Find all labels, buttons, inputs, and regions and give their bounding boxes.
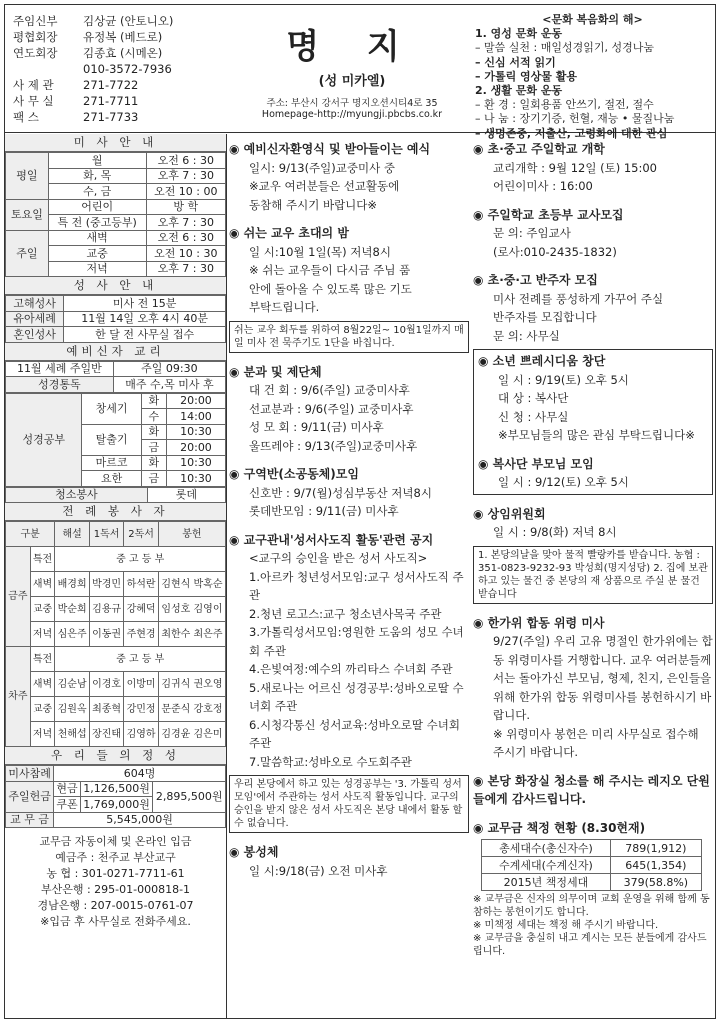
notice-line: 4.은빛여정:예수의 까리타스 수녀회 주관 bbox=[249, 662, 453, 676]
bank-line: 경남은행 : 207-0015-0761-07 bbox=[37, 899, 194, 912]
table-cell: 이경호 bbox=[89, 672, 123, 697]
bulletin-page bbox=[4, 4, 716, 1019]
notice-line: 일 시 : 9/12(토) 오후 5시 bbox=[498, 475, 629, 489]
notice-line: 롯데반모임 : 9/11(금) 미사후 bbox=[249, 504, 399, 518]
table-cell: 오후 7 : 30 bbox=[146, 168, 225, 184]
notice-line: 동참해 주시기 바랍니다※ bbox=[249, 197, 378, 212]
bank-line: 농 협 : 301-0271-7711-61 bbox=[46, 867, 185, 880]
table-cell: 645(1,354) bbox=[610, 857, 701, 874]
contact-list bbox=[13, 13, 223, 125]
notice-line: 선교분과 : 9/6(주일) 교중미사후 bbox=[249, 401, 414, 416]
section-title: 예비신자 교리 bbox=[5, 343, 226, 361]
table-cell: 2독서 bbox=[124, 522, 158, 547]
table-cell: 5,545,000원 bbox=[54, 812, 226, 828]
table-cell: 789(1,912) bbox=[610, 840, 701, 857]
notice-box: 쉬는 교우 회두를 위하여 8월22일~ 10월1일까지 매일 미사 전 묵주기도 1단을 바칩니다. bbox=[229, 321, 469, 353]
notice-line: ※교우 여러분들은 선교활동에 bbox=[249, 179, 400, 193]
contact-value: 김상균 (안토니오) bbox=[83, 14, 174, 28]
notice-line: 7.말씀학교:성바오로 수도회주관 bbox=[249, 754, 412, 769]
bank-line: 예금주 : 천주교 부산교구 bbox=[55, 851, 176, 864]
table-cell: 평일 bbox=[6, 153, 49, 200]
table-cell: 1,126,500원 bbox=[80, 781, 153, 797]
table-cell: 교중 bbox=[48, 246, 146, 262]
contact-key: 사 제 관 bbox=[13, 78, 54, 92]
notice-line: 어린이미사 : 16:00 bbox=[493, 179, 593, 193]
notice-heading: ◉ 초·중·고 반주자 모집 bbox=[473, 273, 598, 287]
table-cell: 주일헌금 bbox=[6, 781, 54, 812]
middle-column bbox=[229, 140, 469, 880]
table-cell: 김순남 bbox=[55, 672, 89, 697]
info-table bbox=[5, 487, 226, 504]
table-cell: 최한수 최은주 bbox=[158, 622, 225, 647]
notice-line: 교리개학 : 9월 12일 (토) 15:00 bbox=[493, 160, 657, 175]
table-cell: 오후 7 : 30 bbox=[146, 215, 225, 231]
notice-line: ◉ 소년 쁘레시디움 창단 bbox=[478, 354, 606, 368]
table-cell: 미사 전 15분 bbox=[64, 296, 226, 312]
info-table bbox=[5, 393, 226, 487]
contact-key: 팩 스 bbox=[13, 110, 39, 124]
table-cell: 화 bbox=[141, 455, 166, 471]
notice-line: 일시: 9/13(주일)교중미사 중 bbox=[249, 160, 395, 175]
notice-line: 신호반 : 9/7(월)성심부동산 저녁8시 bbox=[249, 485, 432, 500]
table-cell: 구분 bbox=[6, 522, 55, 547]
notice-heading: ◉ 주일학교 초등부 교사모집 bbox=[473, 207, 624, 222]
table-cell: 새벽 bbox=[30, 572, 55, 597]
table-cell: 월 bbox=[48, 153, 146, 169]
header bbox=[5, 5, 715, 140]
table-cell: 한 달 전 사무실 접수 bbox=[64, 327, 226, 343]
notice-heading: ◉ 예비신자환영식 및 받아들이는 예식 bbox=[229, 142, 431, 156]
table-cell: 오전 6 : 30 bbox=[146, 153, 225, 169]
table-cell: 탈출기 bbox=[82, 424, 141, 455]
table-cell: 강혜덕 bbox=[124, 597, 158, 622]
table-cell: 하석란 bbox=[124, 572, 158, 597]
contact-value: 271-7711 bbox=[83, 94, 139, 108]
notice-box: 우리 본당에서 하고 있는 성경공부는 '3. 가톨릭 성서 모임'에서 주관하는 성서 사도직 활동입니다. 교구의 승인을 받지 않은 성서 사도직은 본당 내에서 활동 할 수 없습니다. bbox=[229, 775, 469, 833]
table-cell: 10:30 bbox=[166, 424, 225, 440]
table-cell: 특전 bbox=[30, 647, 55, 672]
section-title: 미 사 안 내 bbox=[5, 134, 226, 152]
table-cell: 이동권 bbox=[89, 622, 123, 647]
theme-item: 2. 생활 문화 운동 bbox=[475, 84, 563, 98]
table-cell: 쿠폰 bbox=[54, 797, 81, 813]
table-cell: 10:30 bbox=[166, 455, 225, 471]
info-table bbox=[5, 295, 226, 343]
theme-item: – 나 눔 : 장기기증, 헌혈, 재능 • 물질나눔 bbox=[475, 112, 675, 126]
table-cell: 화 bbox=[141, 393, 166, 409]
notice-heading: ◉ 본당 화장실 청소를 해 주시는 레지오 단원들에게 감사드립니다. bbox=[473, 773, 710, 806]
table-cell: 금 bbox=[141, 440, 166, 456]
table-cell: 금주 bbox=[6, 547, 31, 647]
table-cell: 차주 bbox=[6, 647, 31, 747]
notice-line: 안에 돌아올 수 있도록 많은 기도 bbox=[249, 281, 412, 296]
table-cell: 심은주 bbox=[55, 622, 89, 647]
info-table bbox=[5, 361, 226, 393]
contact-row bbox=[13, 29, 223, 45]
table-cell: 박순희 bbox=[55, 597, 89, 622]
notice-line: ※ 위령미사 봉헌은 미리 사무실로 접수해 주시기 바랍니다. bbox=[493, 726, 699, 759]
notice-heading: ◉ 쉬는 교우 초대의 밤 bbox=[229, 226, 349, 240]
notice-line: 부탁드립니다. bbox=[249, 300, 320, 314]
notice-line: 일 시:9/18(금) 오전 미사후 bbox=[249, 863, 388, 878]
section-title: 성 사 안 내 bbox=[5, 277, 226, 295]
table-cell: 주일 bbox=[6, 230, 49, 277]
contact-row bbox=[13, 93, 223, 109]
contact-key: 평협회장 bbox=[13, 30, 58, 44]
notice-line: 신 청 : 사무실 bbox=[498, 409, 569, 424]
table-cell: 토요일 bbox=[6, 199, 49, 230]
table-cell: 창세기 bbox=[82, 393, 141, 424]
table-cell: 강민정 bbox=[124, 697, 158, 722]
table-cell: 새벽 bbox=[48, 230, 146, 246]
table-cell: 1독서 bbox=[89, 522, 123, 547]
table-cell: 604명 bbox=[54, 766, 226, 782]
table-cell: 특 전 (중고등부) bbox=[48, 215, 146, 231]
notice-line: 일 시:10월 1일(목) 저녁8시 bbox=[249, 244, 391, 259]
notice-line: 대 건 회 : 9/6(주일) 교중미사후 bbox=[249, 383, 410, 397]
title-block bbox=[227, 19, 477, 120]
table-cell: 주일 09:30 bbox=[113, 361, 225, 377]
contact-key: 사 무 실 bbox=[13, 94, 54, 108]
table-cell: 천해섭 bbox=[55, 722, 89, 747]
notice-line: ※부모님들의 많은 관심 부탁드립니다※ bbox=[498, 428, 695, 442]
section-title: 우 리 들 의 정 성 bbox=[5, 747, 226, 765]
contact-row bbox=[13, 45, 223, 61]
contact-key bbox=[13, 61, 83, 77]
table-cell: 김현식 박혹순 bbox=[158, 572, 225, 597]
table-cell: 현금 bbox=[54, 781, 81, 797]
address: 주소: 부산시 강서구 명지오션시티4로 35 bbox=[266, 98, 438, 109]
contact-row bbox=[13, 109, 223, 125]
table-cell: 매주 수,목 미사 후 bbox=[113, 377, 225, 393]
table-cell: 금 bbox=[141, 471, 166, 487]
info-table bbox=[5, 152, 226, 277]
table-cell: 유아세례 bbox=[6, 311, 64, 327]
notice-heading: ◉ 구역반(소공동체)모임 bbox=[229, 467, 359, 481]
table-cell: 성경통독 bbox=[6, 377, 114, 393]
theme-caption: <문화 복음화의 해> bbox=[542, 13, 643, 26]
notice-line: <교구의 승인을 받은 성서 사도직> bbox=[249, 551, 428, 565]
table-cell: 김영하 bbox=[124, 722, 158, 747]
contact-row bbox=[13, 13, 223, 29]
table-cell: 미사참례 bbox=[6, 766, 54, 782]
notice-line: 울뜨레야 : 9/13(주일)교중미사후 bbox=[249, 438, 418, 453]
theme-item: – 가톨릭 영상물 활용 bbox=[475, 69, 577, 83]
table-cell: 문준식 강호정 bbox=[158, 697, 225, 722]
table-cell: 청소봉사 bbox=[6, 487, 148, 503]
contact-value: 010-3572-7936 bbox=[83, 62, 172, 76]
info-table bbox=[5, 521, 226, 747]
table-cell: 김용규 bbox=[89, 597, 123, 622]
table-cell: 오전 10 : 30 bbox=[146, 246, 225, 262]
notice-line: 성 모 회 : 9/11(금) 미사후 bbox=[249, 420, 384, 434]
bank-line: ※입금 후 사무실로 전화주세요. bbox=[40, 915, 191, 928]
table-cell: 2,895,500원 bbox=[153, 781, 226, 812]
table-cell: 1,769,000원 bbox=[80, 797, 153, 813]
table-cell: 수, 금 bbox=[48, 184, 146, 200]
theme-item: – 말씀 실천 : 매일성경읽기, 성경나눔 bbox=[475, 41, 654, 55]
table-cell: 이방미 bbox=[124, 672, 158, 697]
table-cell: 379(58.8%) bbox=[610, 874, 701, 891]
table-cell: 수계세대(수계신자) bbox=[482, 857, 611, 874]
table-cell: 오전 6 : 30 bbox=[146, 230, 225, 246]
page-subtitle: (성 미카엘) bbox=[318, 74, 386, 89]
table-cell: 11월 14일 오후 4시 40분 bbox=[64, 311, 226, 327]
left-column bbox=[5, 134, 227, 1018]
table-cell: 중 고 등 부 bbox=[55, 647, 226, 672]
contact-value: 김종효 (시메온) bbox=[83, 46, 163, 60]
notice-line: 미사 전례를 풍성하게 가꾸어 주실 bbox=[493, 291, 664, 306]
table-cell: 화, 목 bbox=[48, 168, 146, 184]
notice-heading: ◉ 한가위 합동 위령 미사 bbox=[473, 615, 605, 630]
notice-heading: ◉ 상임위원회 bbox=[473, 506, 546, 521]
notice-heading: ◉ 교무금 책정 현황 (8.30현재) bbox=[473, 820, 646, 835]
notice-line: 문 의: 주임교사 bbox=[493, 226, 571, 240]
notice-line: 일 시 : 9/8(화) 저녁 8시 bbox=[493, 525, 617, 539]
table-cell: 2015년 책정세대 bbox=[482, 874, 611, 891]
theme-item: – 생명존중, 저출산, 고령화에 대한 관심 bbox=[475, 126, 668, 140]
table-cell: 수 bbox=[141, 409, 166, 425]
table-cell: 임성호 김영이 bbox=[158, 597, 225, 622]
bank-line: 부산은행 : 295-01-000818-1 bbox=[40, 883, 191, 896]
table-cell: 최종혁 bbox=[89, 697, 123, 722]
notice-box bbox=[473, 349, 713, 495]
notice-line: 1.아르카 청년성서모임:교구 성서사도직 주관 bbox=[249, 569, 464, 602]
contact-value: 271-7733 bbox=[83, 110, 139, 124]
table-cell: 특전 bbox=[30, 547, 55, 572]
table-cell: 총세대수(총신자수) bbox=[482, 840, 611, 857]
info-table bbox=[481, 839, 702, 891]
table-cell: 10:30 bbox=[166, 471, 225, 487]
notice-line: 일 시 : 9/19(토) 오후 5시 bbox=[498, 372, 629, 387]
table-cell: 고해성사 bbox=[6, 296, 64, 312]
contact-key: 주임신부 bbox=[13, 14, 58, 28]
theme-item: 1. 영성 문화 운동 bbox=[475, 27, 563, 41]
table-cell: 저녁 bbox=[48, 261, 146, 277]
notice-line: 대 상 : 복사단 bbox=[498, 391, 569, 405]
table-cell: 혼인성사 bbox=[6, 327, 64, 343]
tithe-note: ※ 미책정 세대는 책정 해 주시기 바랍니다. bbox=[473, 920, 659, 931]
table-cell: 20:00 bbox=[166, 393, 225, 409]
table-cell: 오전 10 : 00 bbox=[146, 184, 225, 200]
notice-line: (로사:010-2435-1832) bbox=[493, 244, 617, 259]
notice-line: 9/27(주일) 우리 고유 명절인 한가위에는 합동 위령미사를 거행합니다. 교우 여러분들께서는 돌아가신 부모님, 형제, 친지, 은인들을 위해 한가위 합동 위령미사를 봉헌하시기 바랍니다. bbox=[493, 634, 713, 722]
table-cell: 오후 7 : 30 bbox=[146, 261, 225, 277]
section-title: 전 례 봉 사 자 bbox=[5, 503, 226, 521]
notice-line: 문 의: 사무실 bbox=[493, 328, 560, 343]
table-cell: 새벽 bbox=[30, 672, 55, 697]
table-cell: 교 무 금 bbox=[6, 812, 54, 828]
table-cell: 저녁 bbox=[30, 622, 55, 647]
notice-heading: ◉ 분과 및 제단체 bbox=[229, 364, 322, 379]
table-cell: 어린이 bbox=[48, 199, 146, 215]
notice-line: 3.가톨릭성서모임:영원한 도움의 성모 수녀회 주관 bbox=[249, 625, 464, 658]
theme-item: – 환 경 : 일회용품 안쓰기, 절전, 절수 bbox=[475, 98, 654, 112]
contact-row bbox=[13, 77, 223, 93]
table-cell: 저녁 bbox=[30, 722, 55, 747]
notice-line: ※ 쉬는 교우들이 다시금 주님 품 bbox=[249, 263, 411, 277]
table-cell: 화 bbox=[141, 424, 166, 440]
table-cell: 롯데 bbox=[147, 487, 225, 503]
contact-row bbox=[13, 61, 223, 77]
table-cell: 봉헌 bbox=[158, 522, 225, 547]
notice-heading: ◉ 초·중고 주일학교 개학 bbox=[473, 142, 605, 156]
table-cell: 교중 bbox=[30, 597, 55, 622]
page-title: 명 지 bbox=[286, 27, 418, 67]
table-cell: 김원옥 bbox=[55, 697, 89, 722]
table-cell: 해설 bbox=[55, 522, 89, 547]
table-cell: 주현경 bbox=[124, 622, 158, 647]
table-cell: 요한 bbox=[82, 471, 141, 487]
contact-value: 유정복 (베드로) bbox=[83, 30, 163, 44]
notice-line: ◉ 복사단 부모님 모임 bbox=[478, 456, 594, 471]
table-cell: 14:00 bbox=[166, 409, 225, 425]
notice-line: 2.청년 로고스:교구 청소년사목국 주관 bbox=[249, 606, 442, 621]
table-cell: 마르코 bbox=[82, 455, 141, 471]
notice-heading: ◉ 봉성체 bbox=[229, 845, 279, 859]
table-cell: 김귀식 권오영 bbox=[158, 672, 225, 697]
table-cell: 중 고 등 부 bbox=[55, 547, 226, 572]
table-cell: 장진태 bbox=[89, 722, 123, 747]
table-cell: 김경윤 김은미 bbox=[158, 722, 225, 747]
tithe-note: ※ 교무금은 신자의 의무이며 교회 운영을 위해 함께 동참하는 봉헌이기도 합니다. bbox=[473, 894, 710, 918]
table-cell: 교중 bbox=[30, 697, 55, 722]
theme-box bbox=[475, 13, 710, 141]
table-cell: 박경민 bbox=[89, 572, 123, 597]
right-column bbox=[473, 140, 713, 958]
table-cell: 성경공부 bbox=[6, 393, 82, 486]
notice-line: 5.새로나는 어르신 성경공부:성바오로딸 수녀회 주관 bbox=[249, 680, 464, 713]
table-cell: 배경희 bbox=[55, 572, 89, 597]
notice-box: 1. 본당의날을 맞아 물적 빨랑카를 받습니다. 농협 : 351-0823-9232-93 박성희(명지성당) 2. 집에 보관하고 있는 물건 중 본당의 재 상품으로 주실 분 물건 받습니다 bbox=[473, 546, 713, 604]
table-cell: 11월 세례 주일반 bbox=[6, 361, 114, 377]
table-cell: 20:00 bbox=[166, 440, 225, 456]
info-table bbox=[5, 765, 226, 828]
notice-line: 6.시청각통신 성서교육:성바오로딸 수녀회 주관 bbox=[249, 717, 461, 750]
notice-heading: ◉ 교구관내'성서사도직 활동'관련 공지 bbox=[229, 532, 434, 547]
table-cell: 방 학 bbox=[146, 199, 225, 215]
tithe-note: ※ 교무금을 충실히 내고 계시는 모든 분들에게 감사드립니다. bbox=[473, 933, 707, 957]
bank-line: 교무금 자동이체 및 온라인 입금 bbox=[39, 835, 192, 848]
homepage-link[interactable]: Homepage-http://myungji.pbcbs.co.kr bbox=[261, 109, 443, 120]
notice-line: 반주자를 모집합니다 bbox=[493, 310, 597, 324]
theme-item: – 신심 서적 읽기 bbox=[475, 55, 556, 69]
bank-info bbox=[5, 828, 226, 930]
contact-value: 271-7722 bbox=[83, 78, 139, 92]
contact-key: 연도회장 bbox=[13, 46, 58, 60]
